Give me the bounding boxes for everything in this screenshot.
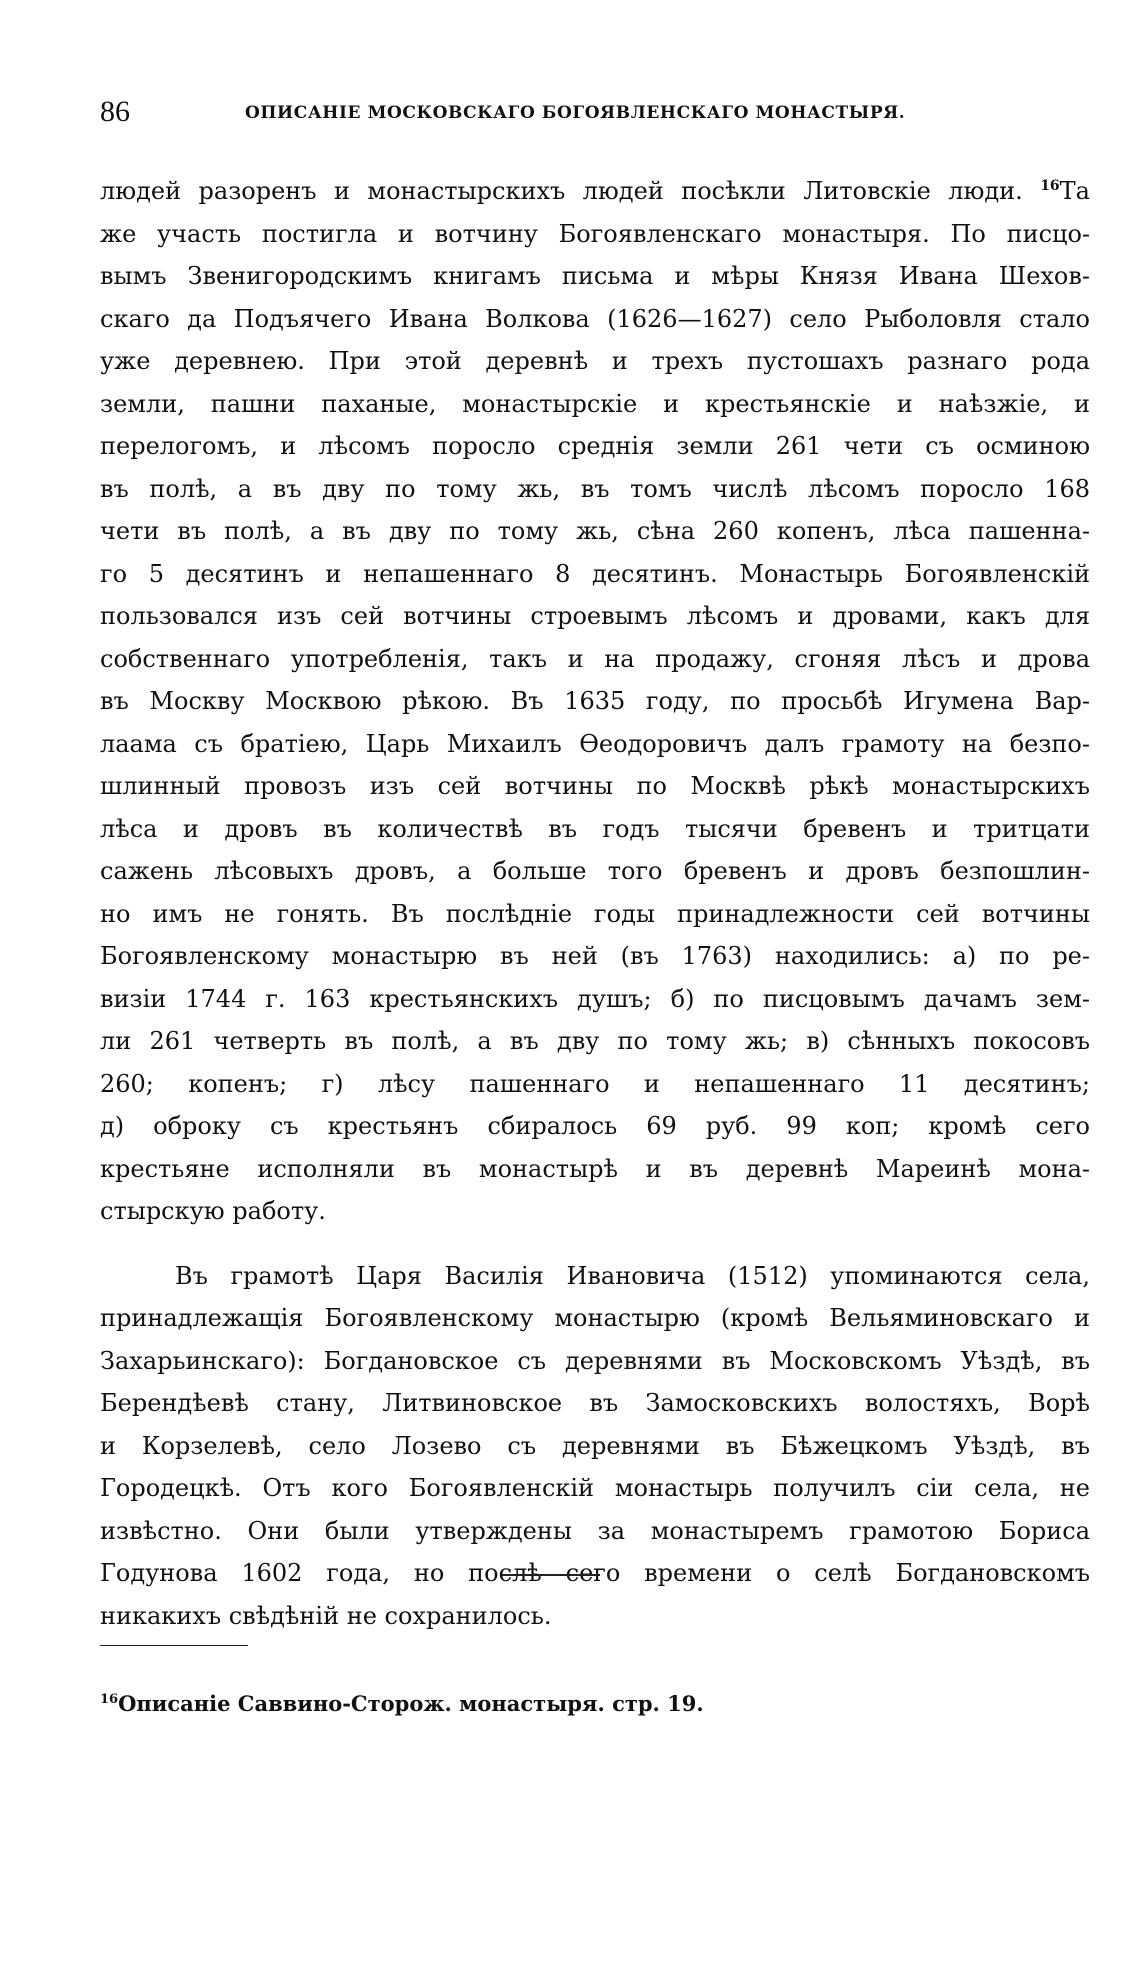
page-number: 86 xyxy=(100,95,130,128)
text-line: скаго да Подъячего Ивана Волкова (1626—1627) село Рыболовля стало xyxy=(100,304,1090,333)
footnote-text: Описаніе Саввино-Сторож. монастыря. стр. 19. xyxy=(118,1691,704,1716)
running-head xyxy=(100,92,1000,132)
text-line: извѣстно. Они были утверждены за монастыремъ грамотою Бориса xyxy=(100,1516,1090,1545)
text-line: го 5 десятинъ и непашеннаго 8 десятинъ. Монастырь Богоявленскій xyxy=(100,559,1090,588)
footnote-marker: 16 xyxy=(100,1692,119,1707)
text-line xyxy=(100,170,1090,213)
text-line: д) оброку съ крестьянъ сбиралось 69 руб. 99 коп; кромѣ сего xyxy=(100,1112,1090,1140)
text-line: принадлежащія Богоявленскому монастырю (кромѣ Вельяминовскаго и xyxy=(100,1304,1090,1332)
text-line: 260; копенъ; г) лѣсу пашеннаго и непашеннаго 11 десятинъ; xyxy=(100,1069,1090,1098)
text-line: перелогомъ, и лѣсомъ поросло среднія земли 261 чети съ осминою xyxy=(100,432,1090,460)
text-line: Богоявленскому монастырю въ ней (въ 1763) находились: а) по ре- xyxy=(100,942,1090,970)
text-line: вымъ Звенигородскимъ книгамъ письма и мѣры Князя Ивана Шехов- xyxy=(100,262,1090,290)
text-line: и Корзелевѣ, село Лозево съ деревнями въ Бѣжецкомъ Уѣздѣ, въ xyxy=(100,1431,1090,1460)
body-text xyxy=(100,170,1090,1637)
text-line: же участь постигла и вотчину Богоявленскаго монастыря. По писцо- xyxy=(100,219,1090,248)
text-line: Захарьинскаго): Богдановское съ деревнями въ Московскомъ Уѣздѣ, въ xyxy=(100,1346,1090,1375)
text-line: въ Москву Москвою рѣкою. Въ 1635 году, по просьбѣ Игумена Вар- xyxy=(100,687,1090,715)
text-line: сажень лѣсовыхъ дровъ, а больше того бревенъ и дровъ безпошлин- xyxy=(100,857,1090,885)
text-line: Въ грамотѣ Царя Василія Ивановича (1512) упоминаются села, xyxy=(175,1261,1090,1290)
text-line: земли, пашни паханые, монастырскіе и крестьянскіе и наѣзжіе, и xyxy=(100,389,1090,418)
text-line: чети въ полѣ, а въ дву по тому жь, сѣна 260 копенъ, лѣса пашенна- xyxy=(100,517,1090,545)
text-line: лаама съ братіею, Царь Михаилъ Ѳеодоровичъ далъ грамоту на безпо- xyxy=(100,729,1090,758)
text-line: Городецкѣ. Отъ кого Богоявленскій монастырь получилъ сіи села, не xyxy=(100,1474,1090,1502)
text-line: Берендѣевѣ стану, Литвиновское въ Замосковскихъ волостяхъ, Ворѣ xyxy=(100,1389,1090,1417)
text-line: шлинный провозъ изъ сей вотчины по Москвѣ рѣкѣ монастырскихъ xyxy=(100,772,1090,800)
text-line: пользовался изъ сей вотчины строевымъ лѣсомъ и дровами, какъ для xyxy=(100,602,1090,630)
text-line: уже деревнею. При этой деревнѣ и трехъ пустошахъ разнаго рода xyxy=(100,347,1090,375)
text-segment: Та xyxy=(1059,177,1090,205)
footnote xyxy=(100,1687,704,1721)
text-line: визіи 1744 г. 163 крестьянскихъ душъ; б) по писцовымъ дачамъ зем- xyxy=(100,984,1090,1013)
text-line: Годунова 1602 года, но послѣ сего времени о селѣ Богдановскомъ xyxy=(100,1559,1090,1587)
footnote-reference: 16 xyxy=(1040,178,1060,194)
paragraph-gap xyxy=(100,1233,1090,1255)
footnote-divider xyxy=(100,1645,248,1646)
text-line: лѣса и дровъ въ количествѣ въ годъ тысячи бревенъ и тритцати xyxy=(100,814,1090,843)
text-line: собственнаго употребленія, такъ и на продажу, сгоняя лѣсъ и дрова xyxy=(100,644,1090,673)
running-title: ОПИСАНІЕ МОСКОВСКАГО БОГОЯВЛЕНСКАГО МОНАСТЫРЯ. xyxy=(245,103,906,123)
text-line: крестьяне исполняли въ монастырѣ и въ деревнѣ Мареинѣ мона- xyxy=(100,1154,1090,1183)
text-line: никакихъ свѣдѣній не сохранилось. xyxy=(100,1601,552,1630)
section-divider xyxy=(502,1574,600,1576)
text-line: ли 261 четверть въ полѣ, а въ дву по тому жь; в) сѣнныхъ покосовъ xyxy=(100,1027,1090,1055)
text-segment: людей разоренъ и монастырскихъ людей посѣкли Литовскіе люди. xyxy=(100,177,1023,205)
text-line: но имъ не гонять. Въ послѣдніе годы принадлежности сей вотчины xyxy=(100,899,1090,928)
text-line: стырскую работу. xyxy=(100,1197,326,1225)
text-line: въ полѣ, а въ дву по тому жь, въ томъ числѣ лѣсомъ поросло 168 xyxy=(100,474,1090,503)
